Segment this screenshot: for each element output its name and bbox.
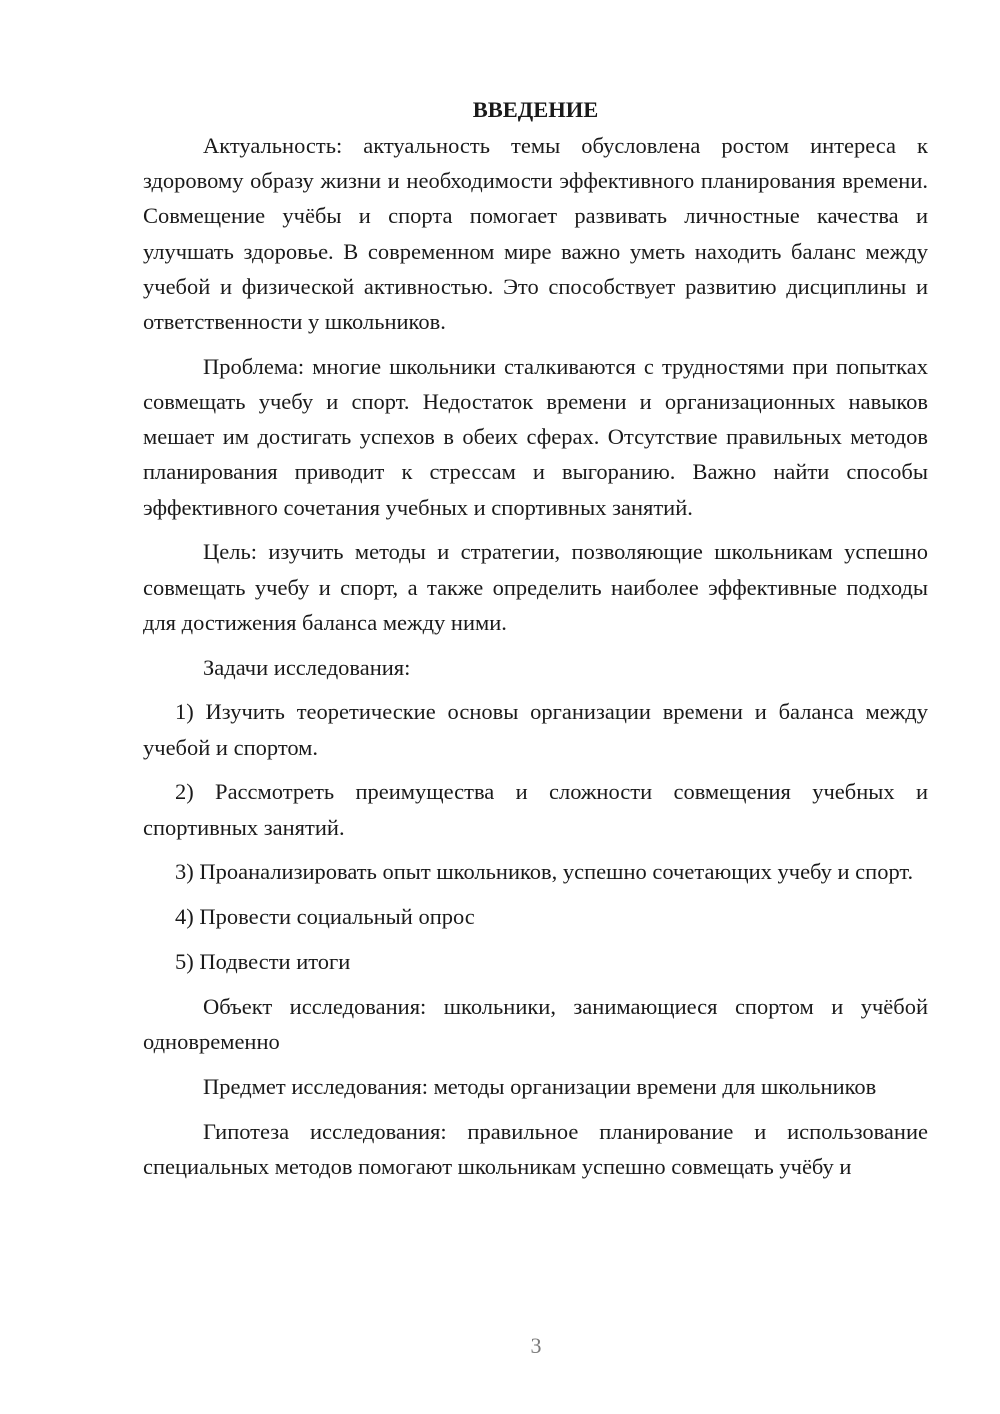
paragraph-goal: Цель: изучить методы и стратегии, позволяющие школьникам успешно совмещать учебу и спорт, а также определить наиболее эффективные подходы для достижения баланса между ними.	[143, 539, 928, 635]
paragraph-tasks-title: Задачи исследования:	[203, 654, 411, 680]
task-item-2: 2) Рассмотреть преимущества и сложности совмещения учебных и спортивных занятий.	[143, 779, 928, 840]
page-number: 3	[530, 1333, 542, 1358]
paragraph-object: Объект исследования: школьники, занимающиеся спортом и учёбой одновременно	[143, 993, 928, 1055]
paragraph-problem: Проблема: многие школьники сталкиваются с трудностями при попытках совмещать учебу и спорт. Недостаток времени и организационных навыков мешает им достигать успехов в обеих сферах. Отсутствие правильных методов планирования приводит к стрессам и выгоранию. Важно найти способы эффективного сочетания учебных и спортивных занятий.	[143, 353, 928, 520]
paragraph-hypothesis: Гипотеза исследования: правильное планирование и использование специальных методов помогают школьникам успешно совмещать учёбу и	[143, 1118, 928, 1179]
section-heading: ВВЕДЕНИЕ	[472, 97, 599, 122]
page-content	[143, 92, 928, 1194]
task-item-3: 3) Проанализировать опыт школьников, успешно сочетающих учебу и спорт.	[175, 859, 914, 885]
paragraph-subject: Предмет исследования: методы организации времени для школьников	[203, 1073, 877, 1099]
task-item-5: 5) Подвести итоги	[175, 949, 351, 975]
task-item-1: 1) Изучить теоретические основы организации времени и баланса между учебой и спортом.	[143, 699, 928, 760]
task-item-4: 4) Провести социальный опрос	[175, 904, 475, 930]
paragraph-relevance: Актуальность: актуальность темы обусловлена ростом интереса к здоровому образу жизни и необходимости эффективного планирования времени. Совмещение учёбы и спорта помогает развивать личностные качества и улучшать здоровье. В современном мире важно уметь находить баланс между учебой и физической активностью. Это способствует развитию дисциплины и ответственности у школьников.	[143, 133, 928, 335]
